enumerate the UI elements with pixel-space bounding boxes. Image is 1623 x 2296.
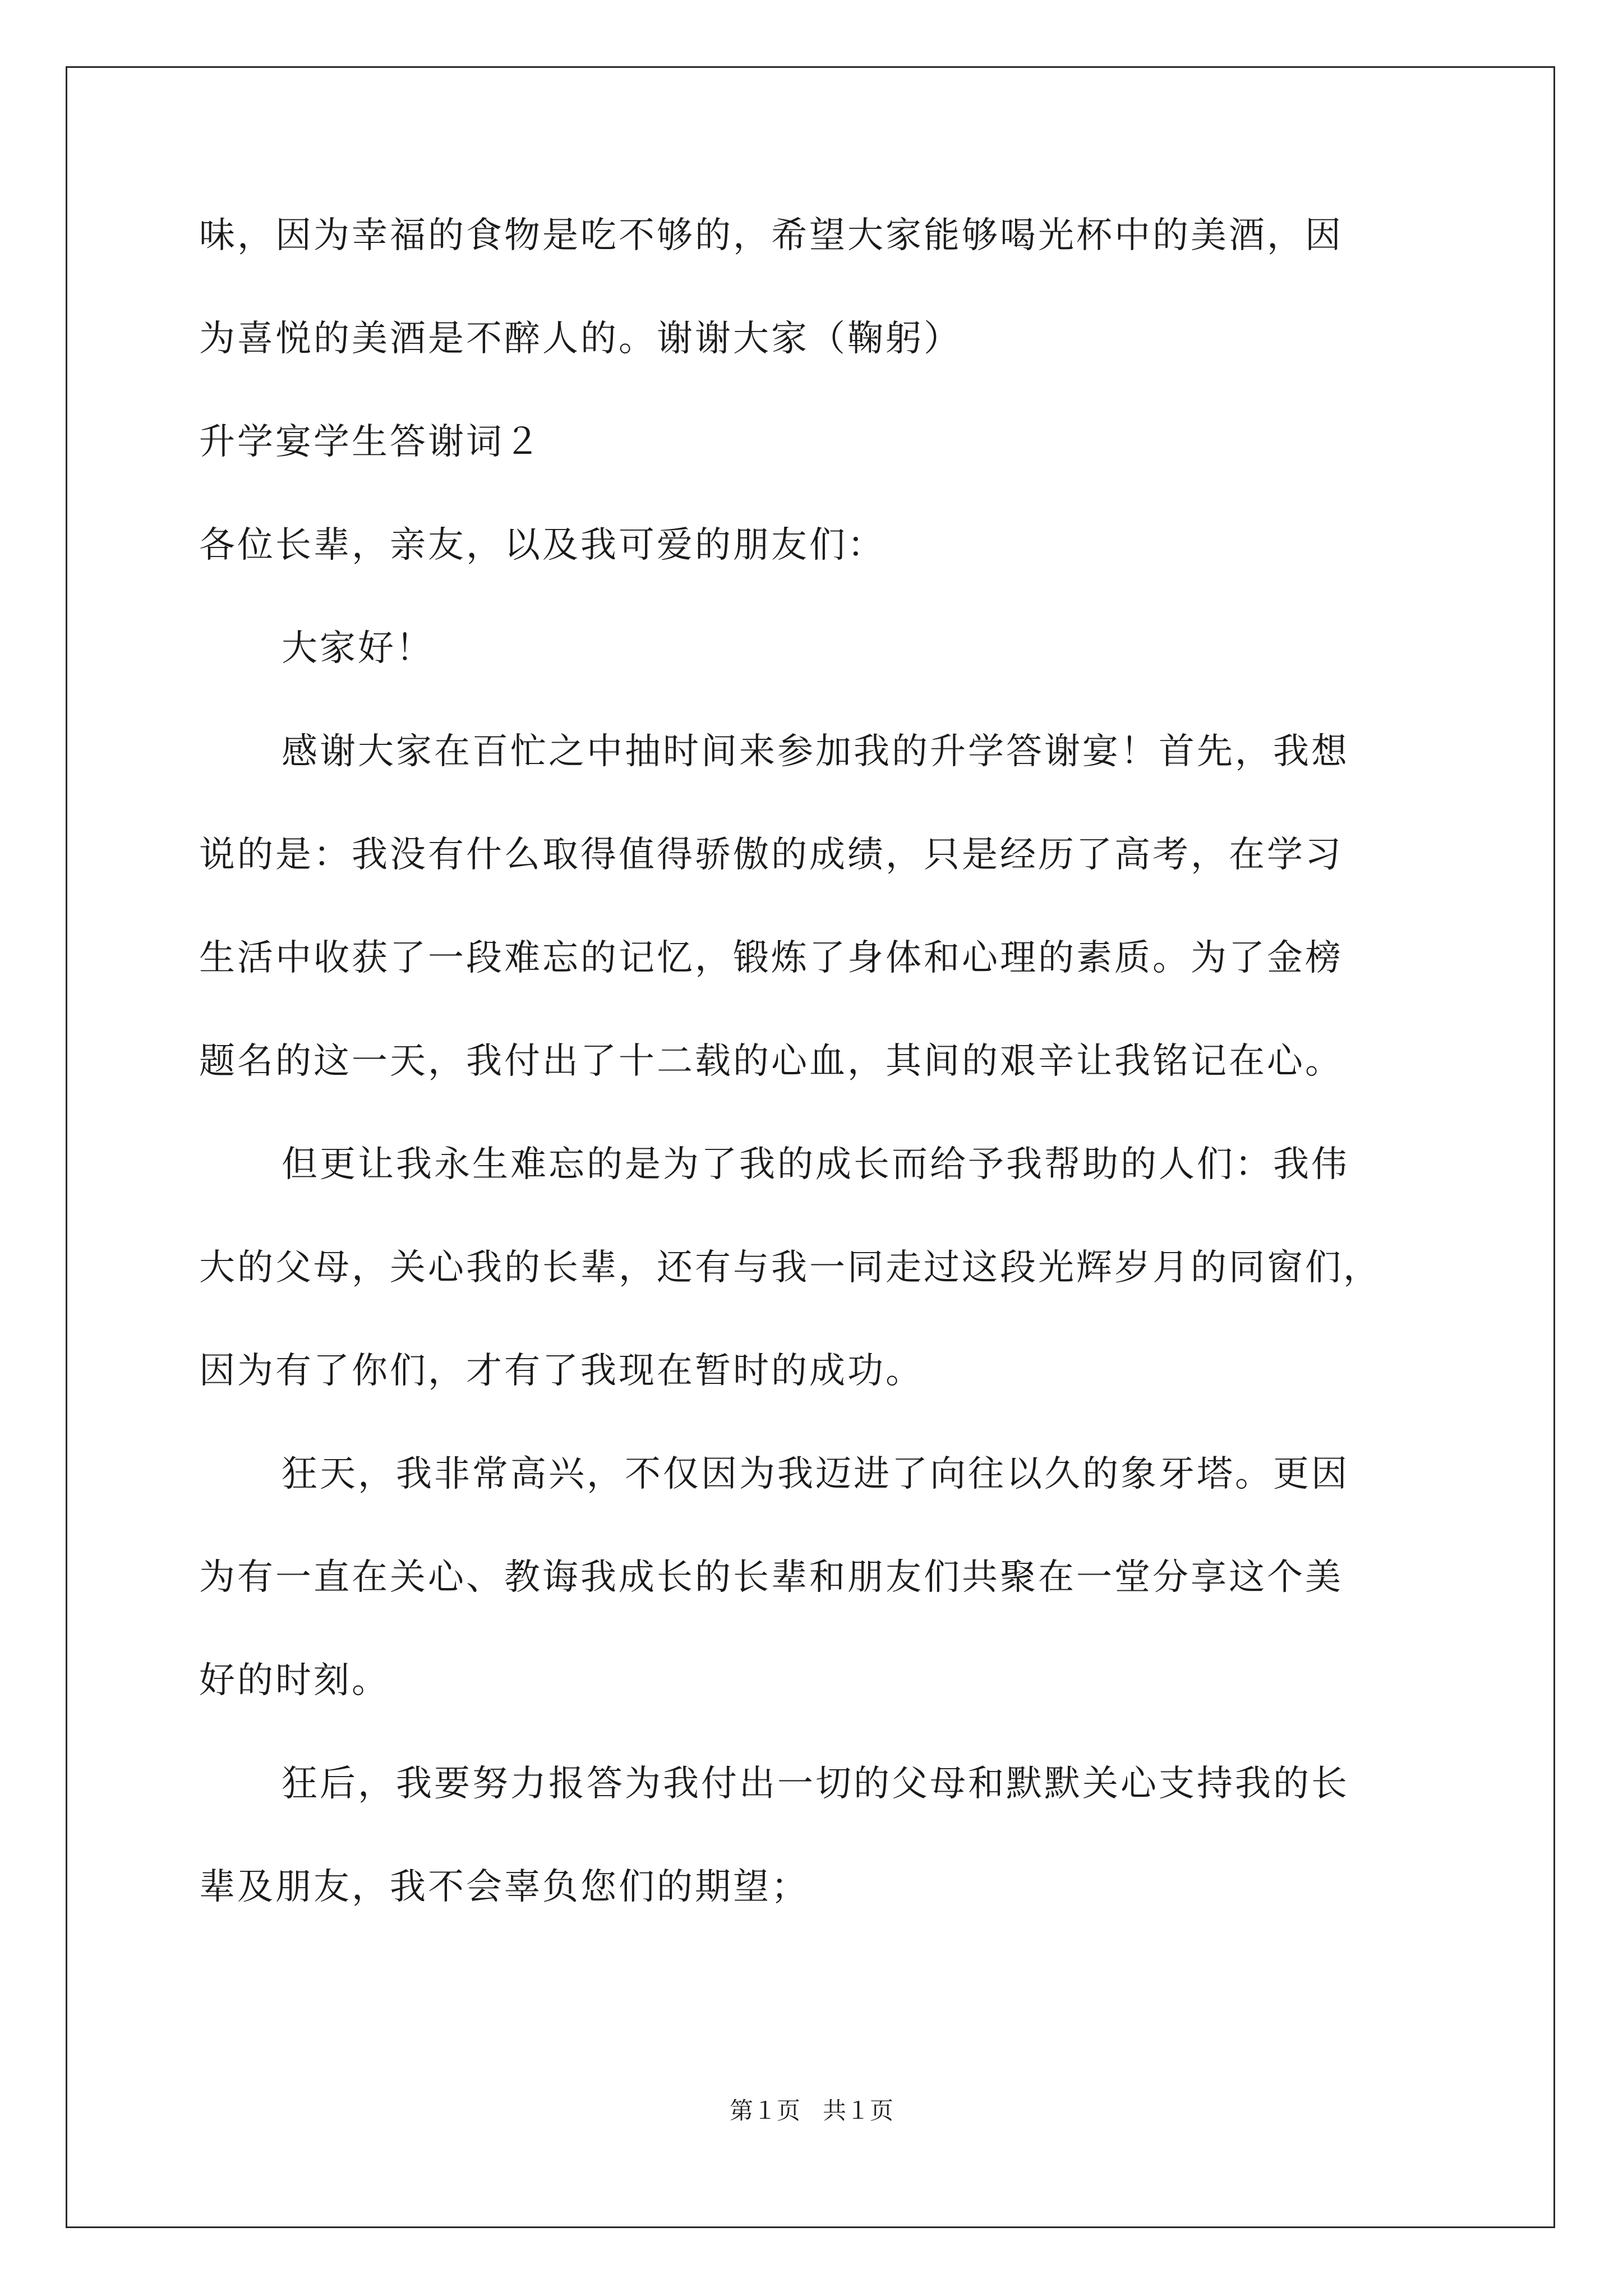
page-number-footer: 第１页 共１页 xyxy=(729,2097,894,2124)
paragraph-line: 大的父母，关心我的长辈，还有与我一同走过这段光辉岁月的同窗们， xyxy=(199,1247,1381,1289)
section-title: 升学宴学生答谢词２ xyxy=(199,421,542,463)
text-line: 为喜悦的美酒是不醉人的。谢谢大家（鞠躬） xyxy=(199,318,962,360)
paragraph-line: 感谢大家在百忙之中抽时间来参加我的升学答谢宴！首先，我想 xyxy=(282,731,1349,772)
greeting: 大家好！ xyxy=(282,628,434,669)
paragraph-line: 因为有了你们，才有了我现在暂时的成功。 xyxy=(199,1350,924,1392)
text-line: 味，因为幸福的食物是吃不够的，希望大家能够喝光杯中的美酒，因 xyxy=(199,215,1343,256)
paragraph-line: 好的时刻。 xyxy=(199,1660,390,1701)
paragraph-line: 辈及朋友，我不会辜负您们的期望； xyxy=(199,1866,809,1908)
paragraph-line: 狂天，我非常高兴，不仅因为我迈进了向往以久的象牙塔。更因 xyxy=(282,1453,1349,1495)
paragraph-line: 题名的这一天，我付出了十二载的心血，其间的艰辛让我铭记在心。 xyxy=(199,1041,1343,1082)
paragraph-line: 生活中收获了一段难忘的记忆，锻炼了身体和心理的素质。为了金榜 xyxy=(199,937,1343,979)
paragraph-line: 为有一直在关心、教诲我成长的长辈和朋友们共聚在一堂分享这个美 xyxy=(199,1557,1343,1598)
paragraph-line: 但更让我永生难忘的是为了我的成长而给予我帮助的人们：我伟 xyxy=(282,1144,1349,1185)
paragraph-line: 狂后，我要努力报答为我付出一切的父母和默默关心支持我的长 xyxy=(282,1763,1349,1805)
salutation: 各位长辈，亲友，以及我可爱的朋友们： xyxy=(199,524,886,566)
paragraph-line: 说的是：我没有什么取得值得骄傲的成绩，只是经历了高考，在学习 xyxy=(199,834,1343,876)
